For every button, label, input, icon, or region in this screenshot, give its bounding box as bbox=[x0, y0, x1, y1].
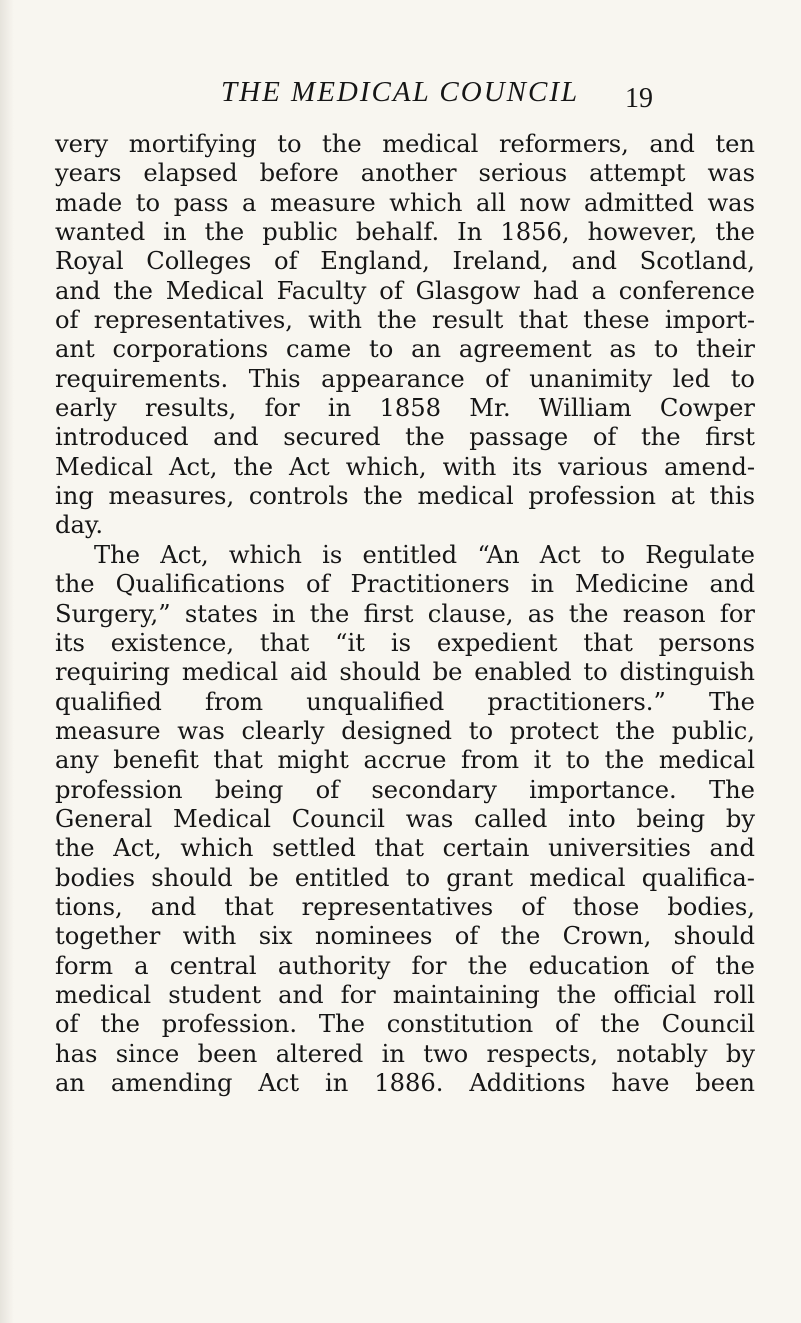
text-line: the Qualifications of Practitioners in Medicine and bbox=[55, 570, 755, 599]
text-line: of the profession. The constitution of the Council bbox=[55, 1010, 755, 1039]
text-line: introduced and secured the passage of the first bbox=[55, 423, 755, 452]
text-line: ing measures, controls the medical profession at this bbox=[55, 482, 755, 511]
text-line: medical student and for maintaining the official roll bbox=[55, 980, 755, 1009]
text-line: an amending Act in 1886. Additions have been bbox=[55, 1069, 755, 1097]
text-line: qualified from unqualified practitioners.” The bbox=[55, 687, 755, 716]
text-line: any benefit that might accrue from it to the medical bbox=[55, 746, 755, 775]
text-line: Medical Act, the Act which, with its various amend- bbox=[55, 452, 755, 481]
page-number: 19 bbox=[625, 83, 653, 114]
text-line: has since been altered in two respects, notably by bbox=[55, 1039, 755, 1068]
text-line: Surgery,” states in the first clause, as the reason for bbox=[55, 599, 755, 628]
text-line: day. bbox=[55, 511, 104, 540]
text-line: ant corporations came to an agreement as to their bbox=[55, 335, 755, 364]
text-line: its existence, that “it is expedient that persons bbox=[55, 628, 755, 657]
text-line: very mortifying to the medical reformers, and ten bbox=[55, 130, 755, 158]
text-line: made to pass a measure which all now admitted was bbox=[55, 188, 755, 217]
text-line: requiring medical aid should be enabled to distinguish bbox=[55, 658, 755, 687]
text-line: and the Medical Faculty of Glasgow had a conference bbox=[55, 276, 755, 305]
text-line: of representatives, with the result that these import- bbox=[55, 306, 755, 335]
text-line: Royal Colleges of England, Ireland, and Scotland, bbox=[55, 247, 755, 276]
text-line: The Act, which is entitled “An Act to Regulate bbox=[94, 540, 755, 569]
text-line: profession being of secondary importance. The bbox=[55, 775, 755, 804]
page-edge-shadow bbox=[0, 0, 14, 1323]
text-line: General Medical Council was called into being by bbox=[55, 804, 755, 833]
text-line: early results, for in 1858 Mr. William Cowper bbox=[55, 394, 755, 423]
text-line: wanted in the public behalf. In 1856, however, the bbox=[55, 218, 755, 247]
text-line: bodies should be entitled to grant medical qualifica- bbox=[55, 863, 755, 892]
text-line: measure was clearly designed to protect the public, bbox=[55, 716, 755, 745]
running-head: THE MEDICAL COUNCIL bbox=[221, 76, 580, 108]
text-line: form a central authority for the education of the bbox=[55, 951, 755, 980]
body-text bbox=[55, 130, 755, 1098]
text-line: together with six nominees of the Crown, should bbox=[55, 922, 755, 951]
text-line: tions, and that representatives of those bodies, bbox=[55, 892, 755, 921]
text-line: years elapsed before another serious attempt was bbox=[55, 159, 755, 188]
text-line: the Act, which settled that certain universities and bbox=[55, 834, 755, 863]
text-line: requirements. This appearance of unanimity led to bbox=[55, 364, 755, 393]
